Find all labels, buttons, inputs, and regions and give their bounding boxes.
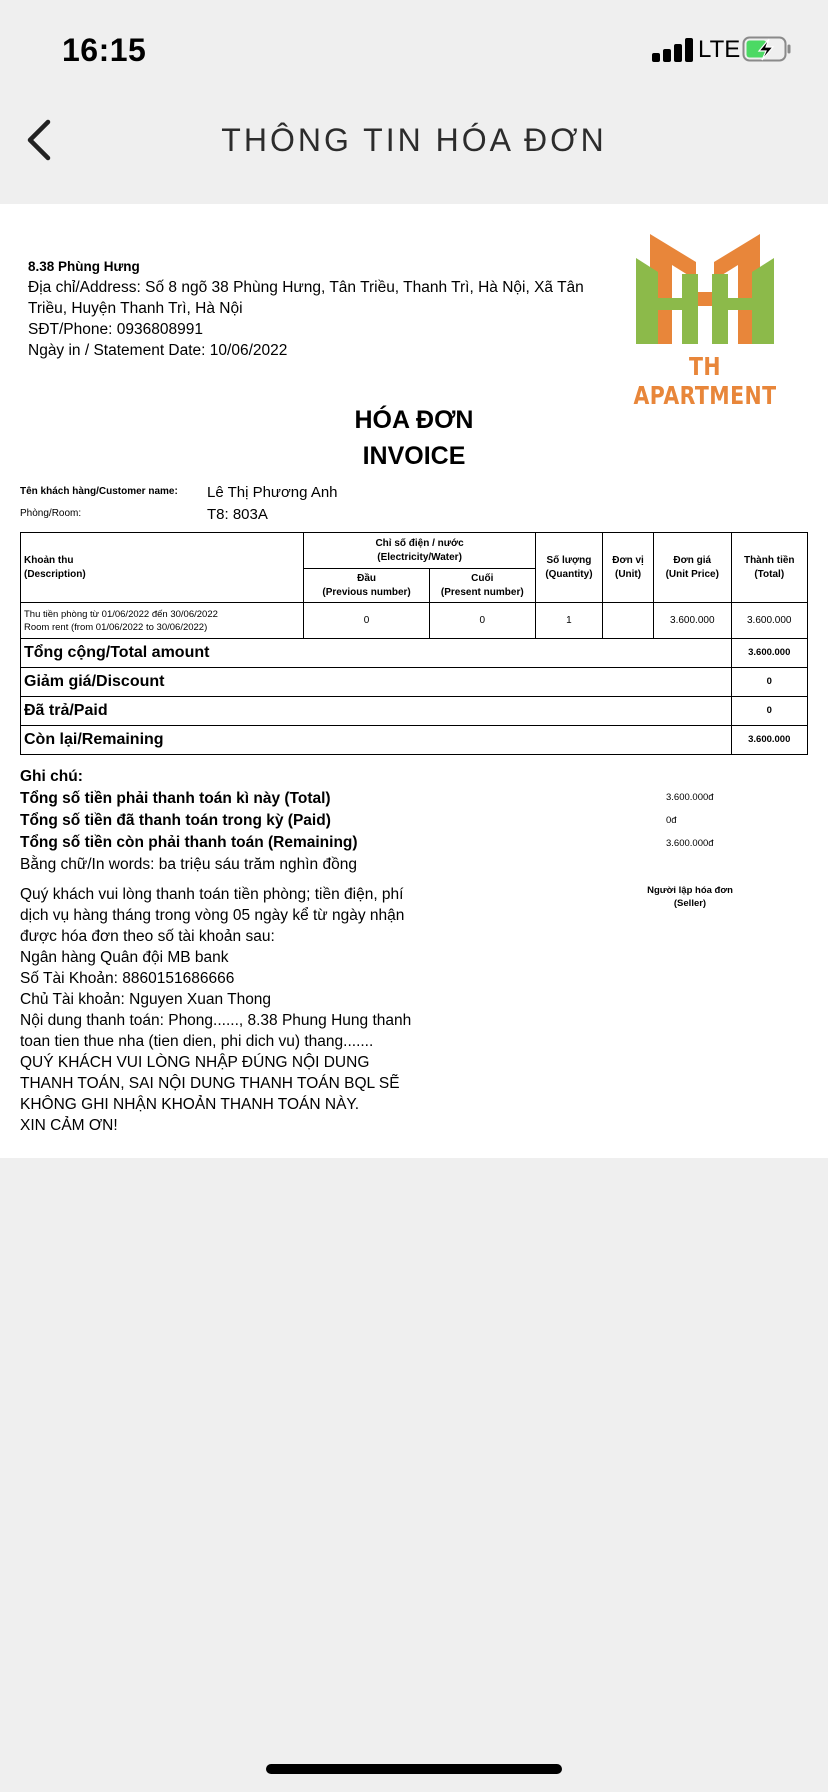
row-present: 0	[429, 603, 535, 639]
summary-label: Tổng cộng/Total amount	[21, 639, 732, 668]
header-meter: Chỉ số điện / nước (Electricity/Water)	[304, 533, 535, 569]
summary-label: Giảm giá/Discount	[21, 668, 732, 697]
customer-name: Lê Thị Phương Anh	[207, 484, 338, 501]
company-address-line2: Triều, Huyện Thanh Trì, Hà Nội	[28, 300, 243, 317]
battery-charging-icon	[742, 36, 792, 62]
page-title: THÔNG TIN HÓA ĐƠN	[221, 122, 607, 158]
customer-name-label: Tên khách hàng/Customer name:	[20, 486, 178, 497]
payment-instructions	[20, 884, 420, 1136]
nav-bar	[0, 100, 828, 204]
invoice-table	[20, 532, 808, 755]
row-unit-price: 3.600.000	[654, 603, 731, 639]
notes-remaining-value: 3.600.000đ	[666, 838, 714, 849]
summary-label: Đã trả/Paid	[21, 697, 732, 726]
payment-line: được hóa đơn theo số tài khoản sau:	[20, 928, 275, 945]
payment-warning: THANH TOÁN, SAI NỘI DUNG THANH TOÁN BQL SẼ	[20, 1075, 400, 1092]
company-name: 8.38 Phùng Hưng	[28, 259, 140, 274]
header-previous: Đầu (Previous number)	[304, 569, 429, 603]
notes-section	[20, 766, 358, 876]
notes-paid-value: 0đ	[666, 815, 677, 826]
row-unit	[603, 603, 654, 639]
row-total: 3.600.000	[731, 603, 808, 639]
company-logo	[600, 232, 810, 410]
room-value: T8: 803A	[207, 506, 268, 523]
account-holder: Chủ Tài khoản: Nguyen Xuan Thong	[20, 991, 272, 1008]
payment-content: toan tien thue nha (tien dien, phi dich vu) thang.......	[20, 1033, 374, 1050]
summary-row-paid	[21, 697, 808, 726]
payment-line: Quý khách vui lòng thanh toán tiền phòng; tiền điện, phí	[20, 886, 404, 903]
summary-value: 0	[731, 697, 808, 726]
bank-name: Ngân hàng Quân đội MB bank	[20, 949, 229, 966]
row-previous: 0	[304, 603, 429, 639]
notes-paid-label: Tổng số tiền đã thanh toán trong kỳ (Paid)	[20, 812, 331, 829]
header-quantity: Số lượng (Quantity)	[535, 533, 602, 603]
status-bar	[0, 0, 828, 100]
company-info	[28, 256, 588, 361]
header-unit-price: Đơn giá (Unit Price)	[654, 533, 731, 603]
summary-value: 3.600.000	[731, 639, 808, 668]
status-time: 16:15	[62, 32, 147, 68]
logo-text: TH APARTMENT	[633, 352, 777, 410]
invoice-title-vi: HÓA ĐƠN	[354, 406, 474, 434]
seller-label: Người lập hóa đơn	[647, 885, 733, 896]
summary-row-total	[21, 639, 808, 668]
notes-total-label: Tổng số tiền phải thanh toán kì này (Total)	[20, 790, 331, 807]
network-type: LTE	[698, 36, 741, 63]
row-description-vi: Thu tiền phòng từ 01/06/2022 đến 30/06/2022	[24, 608, 218, 620]
statement-date: Ngày in / Statement Date: 10/06/2022	[28, 342, 288, 359]
payment-warning: QUÝ KHÁCH VUI LÒNG NHẬP ĐÚNG NỘI DUNG	[20, 1054, 370, 1071]
account-number: Số Tài Khoản: 8860151686666	[20, 970, 235, 987]
row-quantity: 1	[535, 603, 602, 639]
room-label: Phòng/Room:	[20, 508, 82, 519]
header-description: Khoản thu (Description)	[21, 533, 304, 603]
seller-signature-block	[620, 884, 760, 910]
header-total: Thành tiền (Total)	[731, 533, 808, 603]
invoice-title-en: INVOICE	[362, 442, 466, 470]
home-indicator[interactable]	[266, 1764, 562, 1774]
payment-line: dịch vụ hàng tháng trong vòng 05 ngày kể từ ngày nhận	[20, 907, 405, 924]
summary-label: Còn lại/Remaining	[21, 726, 732, 755]
th-logo-icon	[600, 232, 810, 350]
summary-value: 0	[731, 668, 808, 697]
row-description-en: Room rent (from 01/06/2022 to 30/06/2022)	[24, 621, 208, 633]
notes-remaining-label: Tổng số tiền còn phải thanh toán (Remaining)	[20, 834, 358, 851]
company-address-line1: Địa chỉ/Address: Số 8 ngõ 38 Phùng Hưng, Tân Triều, Thanh Trì, Hà Nội, Xã Tân	[28, 279, 584, 296]
payment-content: Nội dung thanh toán: Phong......, 8.38 Phung Hung thanh	[20, 1012, 412, 1029]
notes-total-value: 3.600.000đ	[666, 792, 714, 803]
summary-value: 3.600.000	[731, 726, 808, 755]
table-row	[21, 603, 808, 639]
notes-in-words: Bằng chữ/In words: ba triệu sáu trăm nghìn đồng	[20, 856, 357, 873]
header-unit: Đơn vị (Unit)	[603, 533, 654, 603]
notes-amounts	[666, 786, 714, 855]
notes-heading: Ghi chú:	[20, 768, 83, 785]
seller-label-en: (Seller)	[673, 898, 707, 909]
invoice-document	[0, 204, 828, 1158]
payment-thanks: XIN CẢM ƠN!	[20, 1117, 118, 1134]
payment-warning: KHÔNG GHI NHẬN KHOẢN THANH TOÁN NÀY.	[20, 1096, 360, 1113]
cellular-signal-icon	[652, 38, 704, 62]
summary-row-remaining	[21, 726, 808, 755]
header-present: Cuối (Present number)	[429, 569, 535, 603]
summary-row-discount	[21, 668, 808, 697]
company-phone: SĐT/Phone: 0936808991	[28, 321, 203, 338]
